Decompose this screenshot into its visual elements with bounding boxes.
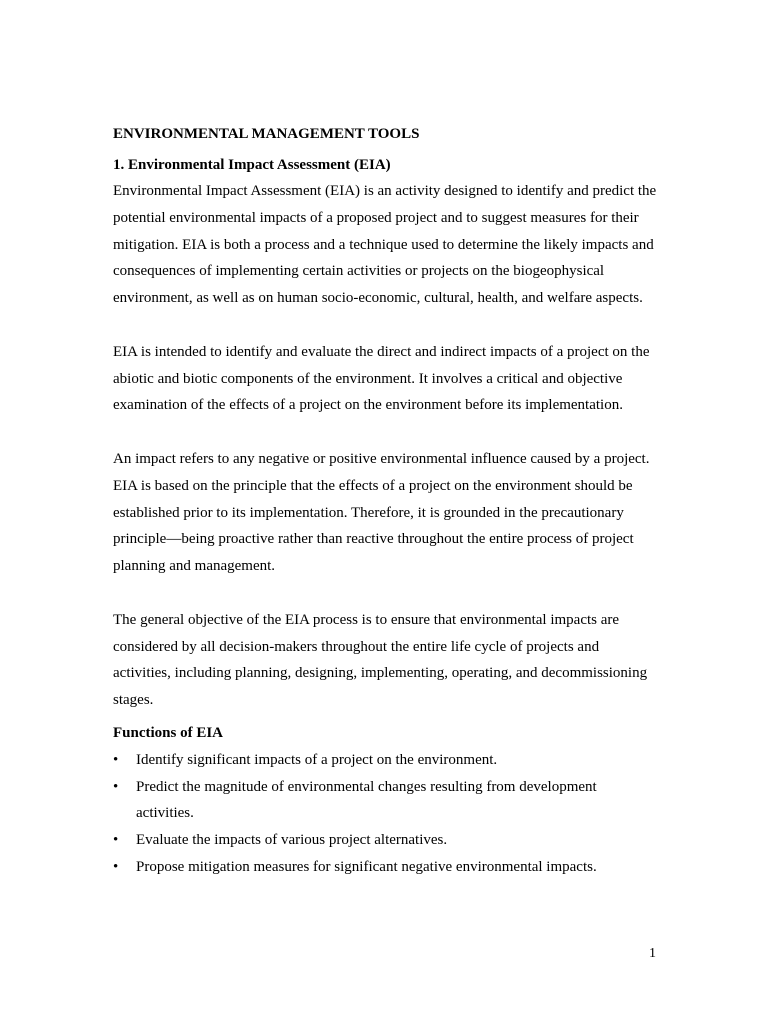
bullet-icon: • [113, 832, 119, 849]
bullet-icon: • [113, 858, 119, 875]
bullet-icon: • [113, 778, 119, 795]
paragraph: EIA is intended to identify and evaluate the direct and indirect impacts of a project on the abiotic and biotic components of the environment. It involves a critical and objective examination of the effects of a project on the environment before its implementation. [113, 343, 650, 414]
paragraph: Environmental Impact Assessment (EIA) is an activity designed to identify and predict the potential environmental impacts of a proposed project and to suggest measures for their mitigation. EIA is both a process and a technique used to determine the likely impacts and consequences of implementing certain activities or projects on the biogeophysical environment, as well as on human socio-economic, cultural, health, and welfare aspects. [113, 183, 657, 307]
list-item-text: Evaluate the impacts of various project alternatives. [136, 832, 448, 849]
section-heading: 1. Environmental Impact Assessment (EIA) [113, 157, 391, 173]
paragraph: The general objective of the EIA process is to ensure that environmental impacts are considered by all decision-makers throughout the entire life cycle of projects and activities, including planning, designing, implementing, operating, and decommissioning stages. [113, 611, 648, 709]
list-item [113, 774, 658, 828]
functions-list [113, 747, 658, 881]
page-number: 1 [649, 946, 656, 961]
document-title: ENVIRONMENTAL MANAGEMENT TOOLS [113, 126, 420, 142]
bullet-icon: • [113, 751, 119, 768]
list-item [113, 747, 658, 774]
paragraph: An impact refers to any negative or positive environmental influence caused by a project. EIA is based on the principle that the effects of a project on the environment should be established prior to its implementation. Therefore, it is grounded in the precautionary principle—being proactive rather than reactive throughout the entire process of project planning and management. [113, 450, 650, 575]
list-item-text: Predict the magnitude of environmental changes resulting from development activities. [136, 778, 597, 822]
list-item [113, 827, 658, 854]
list-item-text: Propose mitigation measures for significant negative environmental impacts. [136, 858, 597, 875]
page-content [113, 124, 658, 881]
list-item [113, 854, 658, 881]
list-item-text: Identify significant impacts of a project on the environment. [136, 751, 498, 768]
functions-heading: Functions of EIA [113, 724, 224, 741]
